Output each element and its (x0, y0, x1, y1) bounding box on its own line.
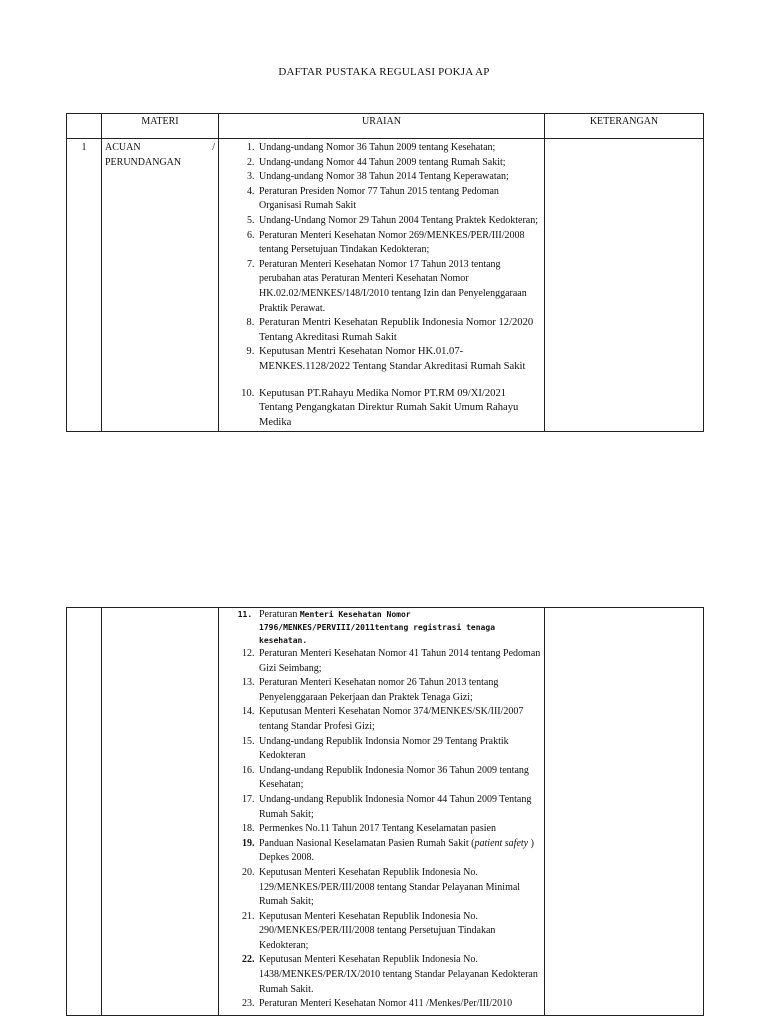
list-item-tail: ) Depkes 2008. (259, 837, 534, 864)
list-item: 12. Peraturan Menteri Kesehatan Nomor 41 Tahun 2014 tentang Pedoman Gizi Seimbang; (257, 647, 541, 676)
list-item: 4. Peraturan Presiden Nomor 77 Tahun 2015 tentang Pedoman Organisasi Rumah Sakit (257, 185, 541, 214)
materi-cell (102, 139, 219, 432)
list-item: 23. Peraturan Menteri Kesehatan Nomor 411 /Menkes/Per/III/2010 (257, 997, 541, 1012)
regulation-table-page-2 (66, 607, 704, 1016)
list-item: 2. Undang-undang Nomor 44 Tahun 2009 tentang Rumah Sakit; (257, 156, 541, 171)
materi-slash: / (212, 142, 215, 153)
list-item: 9. Keputusan Mentri Kesehatan Nomor HK.01.07-MENKES.1128/2022 Tentang Standar Akreditasi Rumah Sakit (257, 345, 541, 374)
list-item (257, 608, 541, 647)
list-item: 20. Keputusan Menteri Kesehatan Republik Indonesia No. 129/MENKES/PER/III/2008 tentang Standar Pelayanan Minimal Rumah Sakit; (257, 866, 541, 910)
list-item: 5. Undang-Undang Nomor 29 Tahun 2004 Tentang Praktek Kedokteran; (257, 214, 541, 229)
materi-label-2: PERUNDANGAN (105, 156, 182, 168)
list-item: 17. Undang-undang Republik Indonesia Nomor 44 Tahun 2009 Tentang Rumah Sakit; (257, 793, 541, 822)
uraian-cell (219, 139, 545, 432)
list-item-text: Panduan Nasional Keselamatan Pasien Rumah Sakit ( (259, 837, 475, 849)
regulation-list (222, 141, 541, 430)
header-keterangan: KETERANGAN (545, 114, 704, 139)
list-item: 22. Keputusan Menteri Kesehatan Republik Indonesia No. 1438/MENKES/PER/IX/2010 tentang Standar Pelayanan Kedokteran Rumah Sakit. (257, 953, 541, 997)
row-number: 1 (67, 139, 102, 432)
document-title: DAFTAR PUSTAKA REGULASI POKJA AP (278, 66, 490, 78)
table-row (67, 139, 704, 432)
list-item: 14. Keputusan Menteri Kesehatan Nomor 374/MENKES/SK/III/2007 tentang Standar Profesi Gizi; (257, 705, 541, 734)
list-item: 6. Peraturan Menteri Kesehatan Nomor 269/MENKES/PER/III/2008 tentang Persetujuan Tindakan Kedokteran; (257, 229, 541, 258)
list-item: 7. Peraturan Menteri Kesehatan Nomor 17 Tahun 2013 tentang perubahan atas Peraturan Menteri Kesehatan Nomor HK.02.02/MENKES/148/I/2010 tentang Izin dan Penyelenggaraan Praktik Perawat. (257, 258, 541, 316)
list-item-lead: Peraturan (259, 609, 300, 620)
regulation-table-page-1 (66, 113, 704, 432)
list-item: 1. Undang-undang Nomor 36 Tahun 2009 tentang Kesehatan; (257, 141, 541, 156)
keterangan-cell (545, 608, 704, 1016)
list-item-italic: patient safety (474, 837, 529, 849)
header-uraian: URAIAN (219, 114, 545, 139)
list-item: 18. Permenkes No.11 Tahun 2017 Tentang Keselamatan pasien (257, 822, 541, 837)
list-item: 3. Undang-undang Nomor 38 Tahun 2014 Tentang Keperawatan; (257, 170, 541, 185)
list-item: 15. Undang-undang Republik Indonsia Nomor 29 Tentang Praktik Kedokteran (257, 735, 541, 764)
keterangan-cell (545, 139, 704, 432)
table-row (67, 608, 704, 1016)
header-materi: MATERI (102, 114, 219, 139)
materi-cell (102, 608, 219, 1016)
list-item: 10. Keputusan PT.Rahayu Medika Nomor PT.RM 09/XI/2021 Tentang Pengangkatan Direktur Rumah Sakit Umum Rahayu Medika (257, 387, 541, 431)
table-header-row (67, 114, 704, 139)
regulation-list (222, 608, 541, 1012)
list-item-text: Menteri Kesehatan Nomor 1796/MENKES/PERVIII/2011tentang registrasi tenaga kesehatan. (259, 610, 496, 645)
header-no (67, 114, 102, 139)
list-item: 21. Keputusan Menteri Kesehatan Republik Indonesia No. 290/MENKES/PER/III/2008 tentang Persetujuan Tindakan Kedokteran; (257, 910, 541, 954)
list-item (257, 837, 541, 866)
row-number (67, 608, 102, 1016)
uraian-cell (219, 608, 545, 1016)
materi-label: ACUAN (105, 142, 141, 153)
list-item: 8. Peraturan Mentri Kesehatan Republik Indonesia Nomor 12/2020 Tentang Akreditasi Rumah Sakit (257, 316, 541, 345)
list-item: 13. Peraturan Menteri Kesehatan nomor 26 Tahun 2013 tentang Penyelenggaraan Pekerjaan dan Praktek Tenaga Gizi; (257, 676, 541, 705)
list-item: 16. Undang-undang Republik Indonesia Nomor 36 Tahun 2009 tentang Kesehatan; (257, 764, 541, 793)
